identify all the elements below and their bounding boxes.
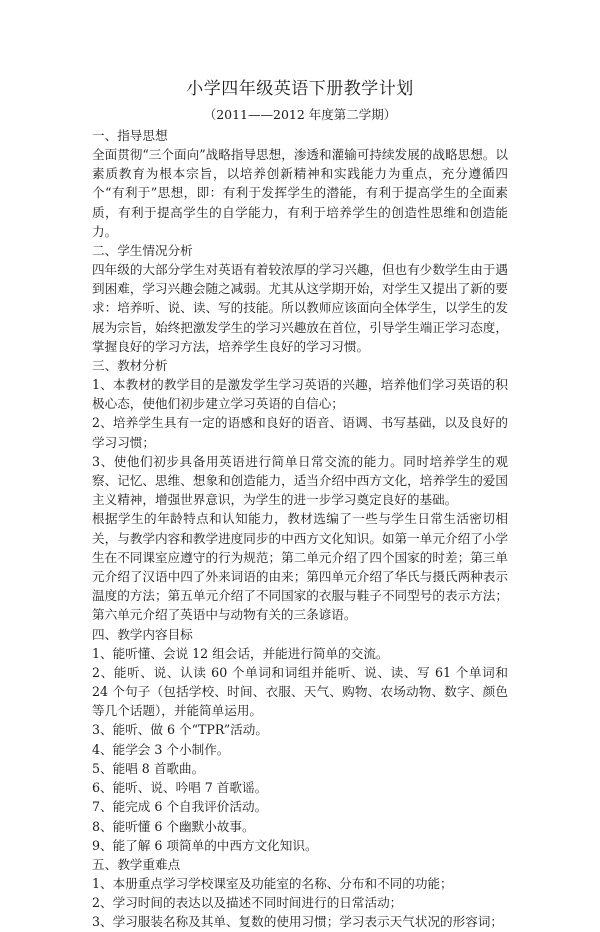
paragraph: 1、本教材的教学目的是激发学生学习英语的兴趣，培养他们学习英语的积极心态，使他们初步建立学习英语的自信心； [92, 377, 508, 412]
section-heading: 一、指导思想 [92, 128, 168, 143]
paragraph: 4、能学会 3 个小制作。 [92, 741, 230, 757]
paragraph: 7、能完成 6 个自我评价活动。 [92, 799, 268, 815]
paragraph: 3、学习服装名称及其单、复数的使用习惯；学习表示天气状况的形容词； [92, 914, 504, 930]
paragraph: 四年级的大部分学生对英语有着较浓厚的学习兴趣，但也有少数学生由于遇到困难，学习兴趣会随之减弱。尤其从这学期开始，对学生又提出了新的要求：培养听、说、读、写的技能。所以教师应该面向全体学生，以学生的发展为宗旨，始终把激发学生的学习兴趣放在首位，引导学生端正学习态度，掌握良好的学习方法，培养学生良好的学习习惯。 [92, 262, 508, 354]
paragraph: 1、能听懂、会说 12 组会话，并能进行简单的交流。 [92, 645, 389, 661]
paragraph: 8、能听懂 6 个幽默小故事。 [92, 818, 255, 834]
paragraph: 6、能听、说、吟唱 7 首歌谣。 [92, 780, 268, 796]
section-heading: 二、学生情况分析 [92, 243, 193, 259]
paragraph: 2、学习时间的表达以及描述不同时间进行的日常活动； [92, 895, 403, 911]
paragraph: 2、培养学生具有一定的语感和良好的语音、语调、书写基础，以及良好的学习习惯； [92, 415, 508, 450]
paragraph: 1、本册重点学习学校课室及功能室的名称、分布和不同的功能； [92, 875, 453, 891]
paragraph: 9、能了解 6 项简单的中西方文化知识。 [92, 837, 318, 853]
paragraph: 5、能唱 8 首歌曲。 [92, 760, 205, 776]
paragraph: 全面贯彻“三个面向”战略指导思想，渗透和灌输可持续发展的战略思想。以素质教育为根本宗旨，以培养创新精神和实践能力为重点，充分遵循四个“有利于”思想，即：有利于发挥学生的潜能，有利于提高学生的全面素质，有利于提高学生的自学能力，有利于培养学生的创造性思维和创造能力。 [92, 147, 508, 239]
section-heading: 五、教学重难点 [92, 856, 181, 872]
paragraph: 3、使他们初步具备用英语进行简单日常交流的能力。同时培养学生的观察、记忆、思维、想象和创造能力，适当介绍中西方文化，培养学生的爱国主义精神，增强世界意识，为学生的进一步学习奠定良好的基础。 [92, 453, 508, 508]
document-body [92, 126, 508, 932]
paragraph: 根据学生的年龄特点和认知能力，教材选编了一些与学生日常生活密切相关，与教学内容和教学进度同步的中西方文化知识。如第一单元介绍了小学生在不同课室应遵守的行为规范；第二单元介绍了四个国家的时差；第三单元介绍了汉语中四了外来词语的由来；第四单元介绍了华氏与摄氏两种表示温度的方法；第五单元介绍了不同国家的衣服与鞋子不同型号的表示方法；第六单元介绍了英语中与动物有关的三条谚语。 [92, 511, 508, 623]
paragraph: 3、能听、做 6 个“TPR”活动。 [92, 722, 268, 738]
section-heading: 三、教材分析 [92, 358, 168, 374]
section-heading: 四、教学内容目标 [92, 626, 193, 642]
paragraph: 2、能听、说、认读 60 个单词和词组并能听、说、读、写 61 个单词和 24 个句子（包括学校、时间、衣服、天气、购物、农场动物、数字、颜色等几个话题），并能简单运用。 [92, 664, 508, 719]
document-subtitle: （2011——2012 年度第二学期） [203, 107, 397, 122]
document-title: 小学四年级英语下册教学计划 [186, 79, 414, 99]
